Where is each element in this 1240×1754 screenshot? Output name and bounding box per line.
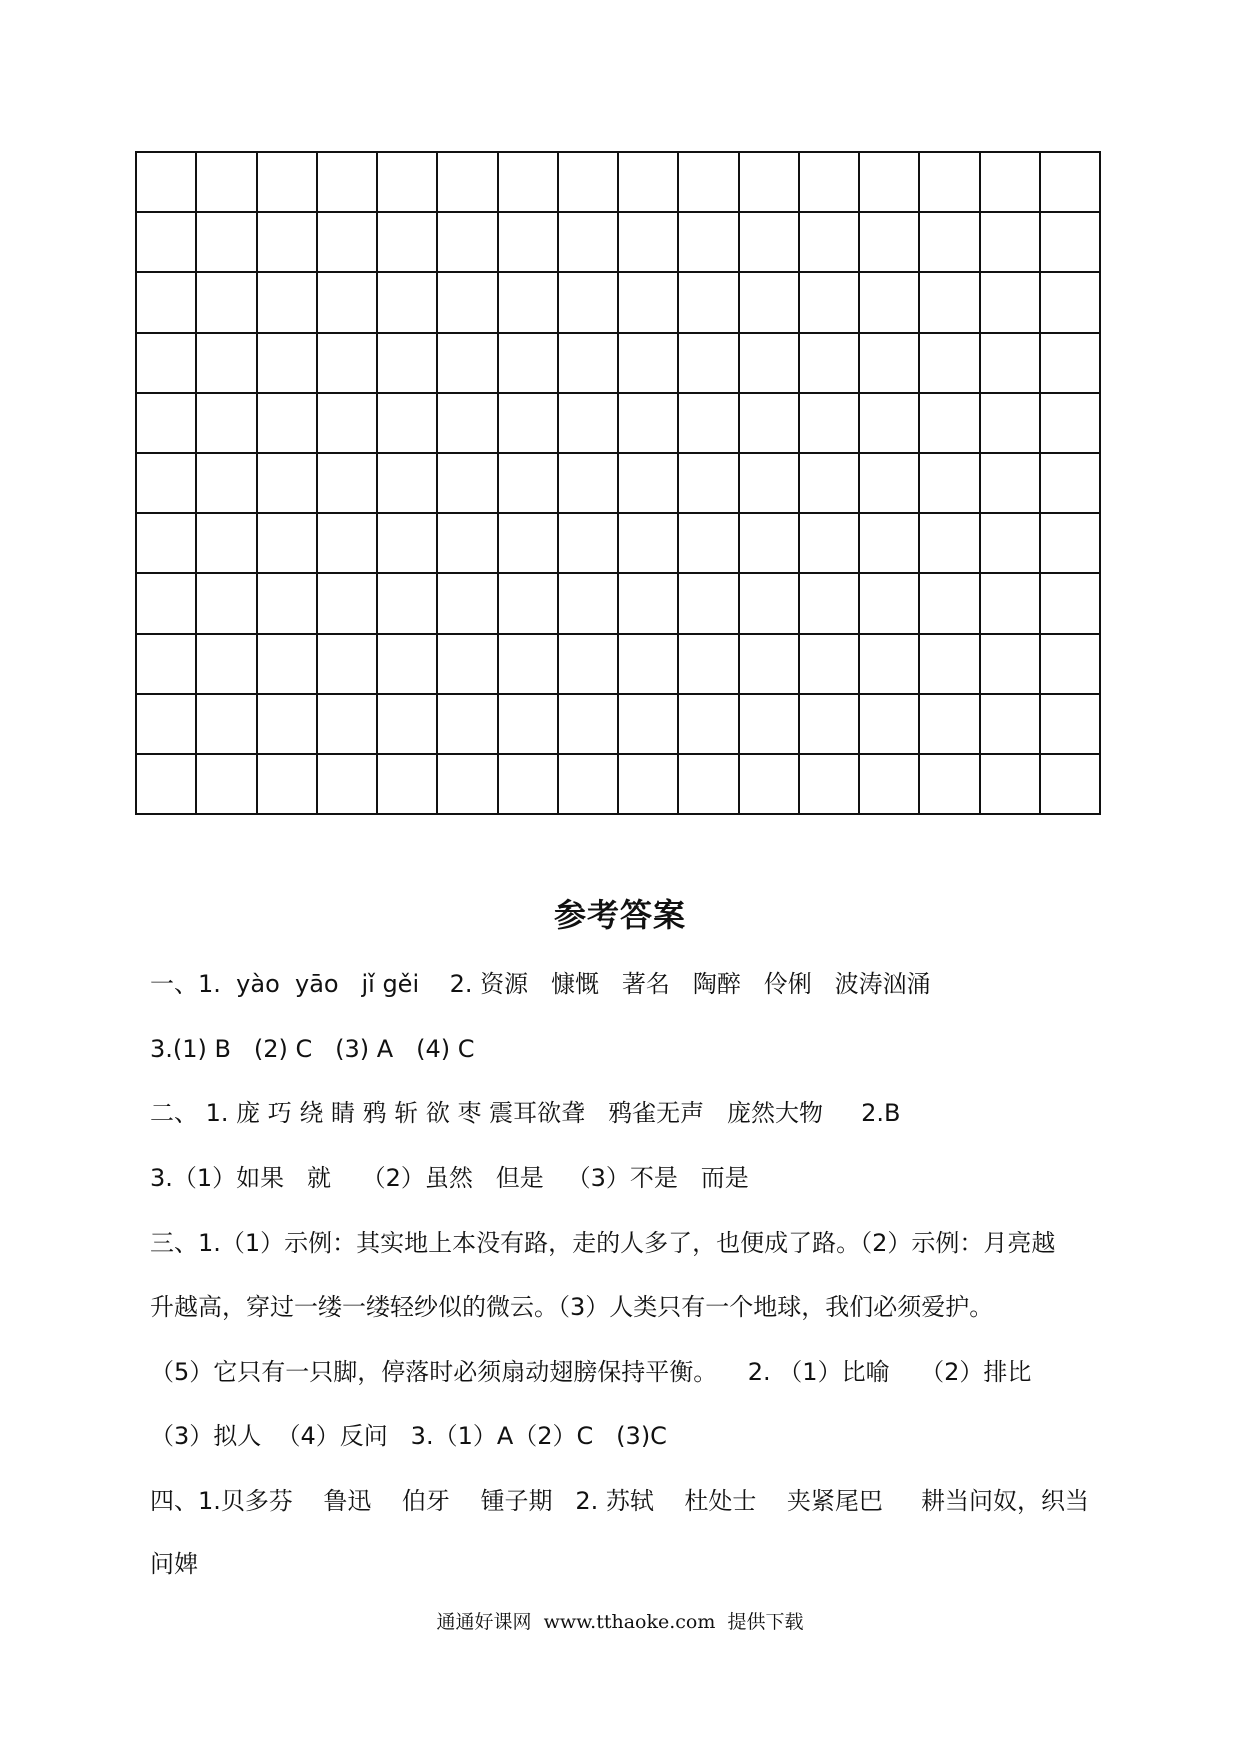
grid-cell — [619, 635, 679, 695]
grid-cell — [800, 153, 860, 213]
grid-cell — [438, 273, 498, 333]
grid-cell — [438, 454, 498, 514]
grid-cell — [981, 574, 1041, 634]
grid-cell — [920, 755, 980, 815]
grid-cell — [499, 213, 559, 273]
grid-cell — [378, 273, 438, 333]
grid-cell — [800, 334, 860, 394]
grid-cell — [800, 213, 860, 273]
grid-cell — [800, 514, 860, 574]
grid-cell — [197, 574, 257, 634]
grid-cell — [378, 394, 438, 454]
grid-cell — [438, 394, 498, 454]
grid-cell — [318, 394, 378, 454]
grid-cell — [258, 454, 318, 514]
grid-cell — [197, 695, 257, 755]
grid-cell — [137, 755, 197, 815]
grid-cell — [981, 153, 1041, 213]
grid-cell — [318, 273, 378, 333]
grid-cell — [981, 514, 1041, 574]
grid-cell — [197, 514, 257, 574]
grid-cell — [920, 213, 980, 273]
grid-cell — [258, 574, 318, 634]
grid-cell — [981, 273, 1041, 333]
grid-cell — [438, 574, 498, 634]
grid-cell — [740, 153, 800, 213]
answer-line-6: 升越高，穿过一缕一缕轻纱似的微云。（3）人类只有一个地球，我们必须爱护。 — [150, 1293, 994, 1321]
grid-cell — [378, 514, 438, 574]
grid-cell — [920, 153, 980, 213]
grid-cell — [559, 454, 619, 514]
grid-cell — [1041, 635, 1101, 695]
grid-cell — [740, 635, 800, 695]
grid-cell — [137, 273, 197, 333]
grid-cell — [740, 394, 800, 454]
grid-cell — [920, 635, 980, 695]
answer-line-4: 3.（1）如果 就 （2）虽然 但是 （3）不是 而是 — [150, 1164, 749, 1192]
grid-cell — [318, 574, 378, 634]
answer-line-8: （3）拟人 （4）反问 3.（1）A（2）C (3)C — [150, 1422, 667, 1450]
grid-cell — [258, 273, 318, 333]
grid-cell — [197, 394, 257, 454]
grid-cell — [981, 394, 1041, 454]
grid-cell — [1041, 514, 1101, 574]
grid-cell — [920, 514, 980, 574]
grid-cell — [1041, 394, 1101, 454]
grid-cell — [197, 334, 257, 394]
grid-cell — [619, 334, 679, 394]
grid-cell — [378, 334, 438, 394]
grid-cell — [1041, 153, 1101, 213]
grid-cell — [378, 153, 438, 213]
grid-cell — [559, 574, 619, 634]
grid-cell — [1041, 695, 1101, 755]
grid-cell — [559, 755, 619, 815]
grid-cell — [137, 514, 197, 574]
grid-cell — [318, 153, 378, 213]
grid-cell — [559, 153, 619, 213]
grid-cell — [318, 213, 378, 273]
grid-cell — [378, 574, 438, 634]
grid-cell — [860, 394, 920, 454]
grid-cell — [740, 334, 800, 394]
grid-cell — [740, 574, 800, 634]
grid-cell — [920, 334, 980, 394]
grid-cell — [499, 695, 559, 755]
grid-cell — [619, 394, 679, 454]
answer-line-7: （5）它只有一只脚，停落时必须扇动翅膀保持平衡。 2. （1）比喻 （2）排比 — [150, 1358, 1032, 1386]
grid-cell — [860, 334, 920, 394]
grid-cell — [920, 695, 980, 755]
grid-cell — [800, 755, 860, 815]
writing-grid — [135, 151, 1101, 815]
grid-cell — [679, 695, 739, 755]
grid-cell — [619, 153, 679, 213]
grid-cell — [137, 635, 197, 695]
grid-cell — [800, 635, 860, 695]
grid-cell — [860, 755, 920, 815]
grid-cell — [318, 514, 378, 574]
grid-cell — [619, 454, 679, 514]
grid-cell — [559, 635, 619, 695]
grid-cell — [860, 635, 920, 695]
grid-cell — [438, 153, 498, 213]
grid-cell — [197, 454, 257, 514]
grid-cell — [800, 394, 860, 454]
grid-cell — [679, 635, 739, 695]
grid-cell — [499, 273, 559, 333]
grid-cell — [920, 273, 980, 333]
grid-cell — [800, 454, 860, 514]
grid-cell — [378, 635, 438, 695]
grid-cell — [860, 514, 920, 574]
grid-cell — [1041, 213, 1101, 273]
grid-cell — [137, 394, 197, 454]
answer-line-1: 一、1. yào yāo jǐ gěi 2. 资源 慷慨 著名 陶醉 伶俐 波涛汹涌 — [150, 970, 931, 998]
grid-cell — [800, 695, 860, 755]
grid-cell — [318, 695, 378, 755]
grid-cell — [981, 755, 1041, 815]
grid-cell — [559, 334, 619, 394]
grid-cell — [318, 755, 378, 815]
grid-cell — [740, 454, 800, 514]
grid-cell — [679, 213, 739, 273]
grid-cell — [679, 454, 739, 514]
grid-cell — [438, 514, 498, 574]
grid-cell — [378, 695, 438, 755]
grid-cell — [258, 334, 318, 394]
grid-cell — [438, 755, 498, 815]
grid-cell — [137, 334, 197, 394]
grid-cell — [318, 334, 378, 394]
grid-cell — [137, 695, 197, 755]
grid-cell — [499, 574, 559, 634]
grid-cell — [1041, 273, 1101, 333]
grid-cell — [137, 213, 197, 273]
grid-cell — [981, 454, 1041, 514]
grid-cell — [378, 454, 438, 514]
answer-line-9: 四、1.贝多芬 鲁迅 伯牙 锺子期 2. 苏轼 杜处士 夹紧尾巴 耕当问奴，织当 — [150, 1487, 1090, 1515]
grid-cell — [920, 394, 980, 454]
grid-cell — [499, 514, 559, 574]
answer-line-2: 3.(1) B (2) C (3) A (4) C — [150, 1035, 475, 1063]
grid-cell — [981, 213, 1041, 273]
grid-cell — [499, 153, 559, 213]
grid-cell — [258, 695, 318, 755]
grid-cell — [981, 695, 1041, 755]
grid-cell — [1041, 755, 1101, 815]
grid-cell — [679, 574, 739, 634]
grid-cell — [1041, 574, 1101, 634]
grid-cell — [197, 153, 257, 213]
grid-cell — [740, 514, 800, 574]
grid-cell — [679, 273, 739, 333]
grid-cell — [679, 334, 739, 394]
grid-cell — [559, 514, 619, 574]
grid-cell — [981, 334, 1041, 394]
grid-cell — [318, 454, 378, 514]
grid-cell — [258, 635, 318, 695]
grid-cell — [619, 755, 679, 815]
grid-cell — [258, 755, 318, 815]
grid-cell — [499, 755, 559, 815]
grid-cell — [920, 454, 980, 514]
grid-cell — [679, 394, 739, 454]
grid-cell — [740, 273, 800, 333]
grid-cell — [318, 635, 378, 695]
grid-cell — [619, 514, 679, 574]
grid-cell — [258, 153, 318, 213]
grid-cell — [258, 514, 318, 574]
grid-cell — [1041, 454, 1101, 514]
grid-cell — [860, 273, 920, 333]
grid-cell — [679, 514, 739, 574]
grid-cell — [740, 755, 800, 815]
answer-line-3: 二、 1. 庞 巧 绕 睛 鸦 斩 欲 枣 震耳欲聋 鸦雀无声 庞然大物 2.B — [150, 1099, 901, 1127]
grid-cell — [860, 695, 920, 755]
grid-cell — [438, 695, 498, 755]
grid-cell — [981, 635, 1041, 695]
grid-cell — [559, 695, 619, 755]
grid-cell — [438, 213, 498, 273]
grid-cell — [619, 213, 679, 273]
grid-cell — [499, 635, 559, 695]
grid-cell — [860, 153, 920, 213]
grid-cell — [197, 635, 257, 695]
grid-cell — [258, 213, 318, 273]
grid-cell — [499, 394, 559, 454]
grid-cell — [197, 273, 257, 333]
answer-key-title: 参考答案 — [553, 896, 686, 934]
grid-cell — [559, 273, 619, 333]
grid-cell — [920, 574, 980, 634]
grid-cell — [137, 153, 197, 213]
grid-cell — [137, 574, 197, 634]
grid-cell — [619, 273, 679, 333]
grid-cell — [438, 635, 498, 695]
grid-cell — [740, 213, 800, 273]
grid-cell — [800, 273, 860, 333]
grid-cell — [860, 213, 920, 273]
grid-cell — [197, 213, 257, 273]
grid-cell — [800, 574, 860, 634]
grid-cell — [499, 334, 559, 394]
answer-line-5: 三、1.（1）示例：其实地上本没有路，走的人多了，也便成了路。（2）示例：月亮越 — [150, 1229, 1056, 1257]
grid-cell — [378, 755, 438, 815]
grid-cell — [559, 394, 619, 454]
grid-cell — [619, 574, 679, 634]
grid-cell — [137, 454, 197, 514]
download-footer: 通通好课网 www.tthaoke.com 提供下载 — [436, 1611, 804, 1633]
grid-cell — [438, 334, 498, 394]
grid-cell — [1041, 334, 1101, 394]
grid-cell — [619, 695, 679, 755]
grid-cell — [378, 213, 438, 273]
grid-cell — [679, 755, 739, 815]
grid-cell — [860, 574, 920, 634]
grid-cell — [197, 755, 257, 815]
grid-cell — [740, 695, 800, 755]
grid-cell — [258, 394, 318, 454]
answer-line-10: 问婢 — [150, 1550, 198, 1578]
grid-cell — [559, 213, 619, 273]
grid-cell — [679, 153, 739, 213]
grid-cell — [860, 454, 920, 514]
grid-cell — [499, 454, 559, 514]
